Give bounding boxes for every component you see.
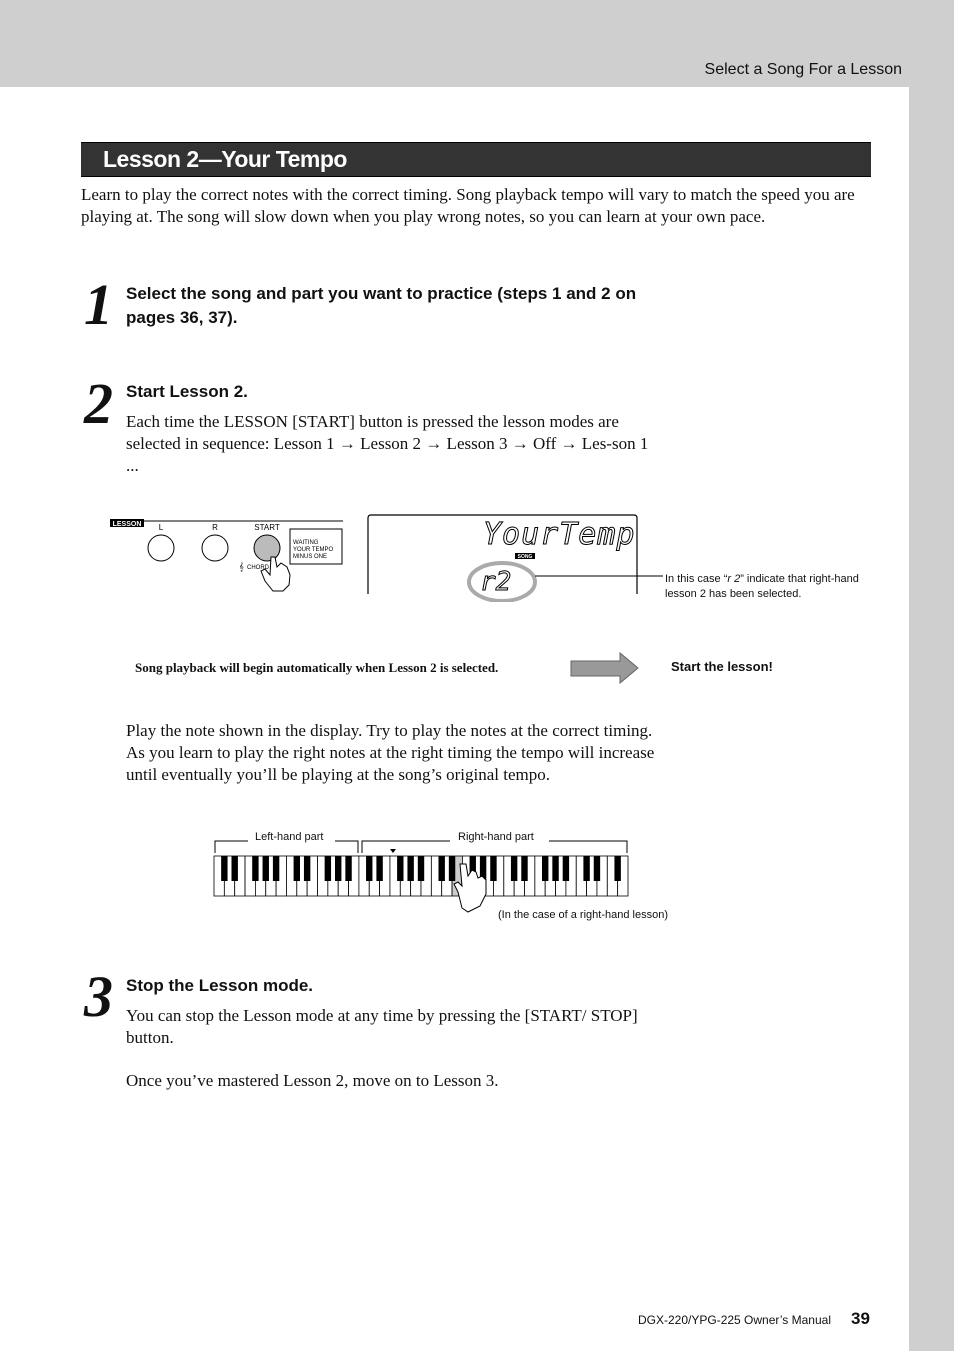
keyboard-keys xyxy=(214,856,628,896)
mode-waiting: WAITING xyxy=(293,540,319,546)
lesson-panel-illustration xyxy=(105,515,350,595)
pressing-hand-icon xyxy=(261,557,290,591)
button-l-label: L xyxy=(158,523,164,532)
song-badge: SONG xyxy=(517,554,533,560)
lesson-title-bar xyxy=(81,142,871,177)
black-key xyxy=(542,856,548,881)
page-number: 39 xyxy=(851,1309,870,1328)
chord-label: CHORD xyxy=(247,565,269,571)
arrow-right-icon xyxy=(567,650,642,688)
step-2-heading: Start Lesson 2. xyxy=(126,382,248,401)
step-2-body: Each time the LESSON [START] button is pressed the lesson modes are selected in sequence: Lesson 1 → Lesson 2 → Lesson 3 → Off → Les-son 1 ... xyxy=(126,412,649,475)
black-key xyxy=(376,856,382,881)
button-l[interactable] xyxy=(148,535,174,561)
section-title: Select a Song For a Lesson xyxy=(704,61,902,78)
black-key xyxy=(273,856,279,881)
right-hand-part-label: Right-hand part xyxy=(458,831,534,843)
step-number-3: 3 xyxy=(84,964,113,1029)
black-key xyxy=(449,856,455,881)
step-number-2: 2 xyxy=(84,371,113,436)
black-key xyxy=(366,856,372,881)
black-key xyxy=(335,856,341,881)
black-key xyxy=(252,856,258,881)
lesson-label: LESSON xyxy=(112,521,142,528)
side-band xyxy=(909,87,954,1351)
black-key xyxy=(304,856,310,881)
intro-paragraph: Learn to play the correct notes with the correct timing. Song playback tempo will vary to match the speed you are playing at. The song will slow down when you play wrong notes, so you can learn at your own pace. xyxy=(81,185,855,226)
chord-icon: 𝄞 xyxy=(239,562,244,571)
black-key xyxy=(552,856,558,881)
black-key xyxy=(325,856,331,881)
step-number-1: 1 xyxy=(84,272,113,337)
black-key xyxy=(221,856,227,881)
step-1-heading: Select the song and part you want to practice (steps 1 and 2 on pages 36, 37). xyxy=(126,284,637,327)
button-start[interactable] xyxy=(254,535,280,561)
black-key xyxy=(490,856,496,881)
black-key xyxy=(563,856,569,881)
step-3-body: You can stop the Lesson mode at any time by pressing the [START/ STOP] button. xyxy=(126,1006,638,1047)
button-start-label: START xyxy=(254,523,280,532)
display-lesson-code: r2 xyxy=(480,567,512,597)
black-key xyxy=(294,856,300,881)
lesson-title: Lesson 2—Your Tempo xyxy=(103,146,347,172)
step-2-body-continued: Play the note shown in the display. Try to play the notes at the correct timing. As you learn to play the right notes at the right timing the tempo will increase until eventually you’ll be playing at the song’s original tempo. xyxy=(126,721,655,784)
black-key xyxy=(614,856,620,881)
black-key xyxy=(511,856,517,881)
left-hand-part-label: Left-hand part xyxy=(255,831,324,843)
black-key xyxy=(345,856,351,881)
lesson-code-note: In this case “r 2” indicate that right-hand lesson 2 has been selected. xyxy=(665,573,859,600)
display-main-text: YourTemp xyxy=(483,517,636,552)
black-key xyxy=(232,856,238,881)
button-r[interactable] xyxy=(202,535,228,561)
keyboard-caption: (In the case of a right-hand lesson) xyxy=(498,909,668,921)
footer-manual: DGX-220/YPG-225 Owner’s Manual xyxy=(638,1313,831,1327)
mode-your-tempo: YOUR TEMPO xyxy=(293,547,334,553)
black-key xyxy=(263,856,269,881)
keyboard-illustration xyxy=(210,836,635,916)
playback-note: Song playback will begin automatically when Lesson 2 is selected. xyxy=(135,660,499,675)
black-key xyxy=(418,856,424,881)
step-3-body-continued: Once you’ve mastered Lesson 2, move on to Lesson 3. xyxy=(126,1071,499,1090)
black-key xyxy=(521,856,527,881)
black-key xyxy=(397,856,403,881)
button-r-label: R xyxy=(212,523,218,532)
black-key xyxy=(594,856,600,881)
start-lesson-label: Start the lesson! xyxy=(671,659,773,674)
black-key xyxy=(583,856,589,881)
black-key xyxy=(407,856,413,881)
mode-minus-one: MINUS ONE xyxy=(293,554,328,560)
black-key xyxy=(439,856,445,881)
step-3-heading: Stop the Lesson mode. xyxy=(126,976,314,995)
